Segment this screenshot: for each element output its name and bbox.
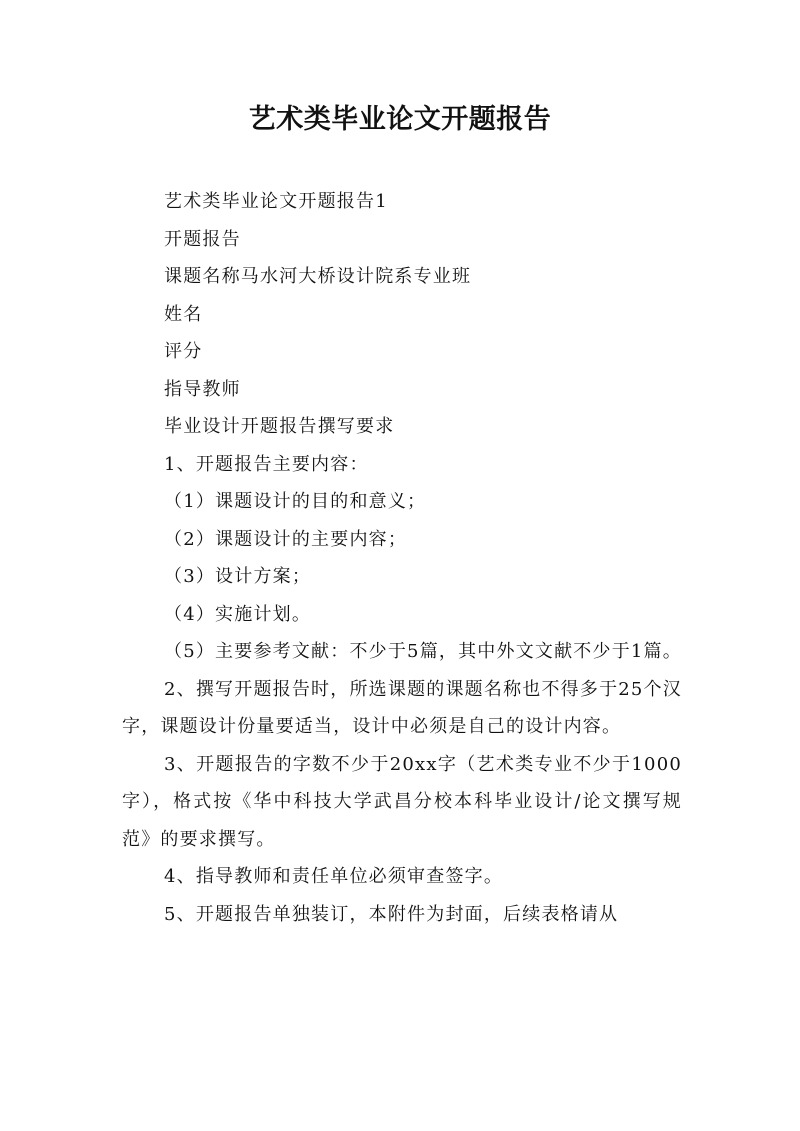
line-score: 评分 [164, 341, 203, 362]
paragraph-word-count: 3、开题报告的字数不少于20xx字（艺术类专业不少于1000字），格式按《华中科技大学武昌分校本科毕业设计/论文撰写规范》的要求撰写。 [122, 753, 682, 850]
line-item-purpose: （1）课题设计的目的和意义； [164, 491, 427, 512]
document-title: 艺术类毕业论文开题报告 [248, 104, 552, 135]
line-topic-name: 课题名称马水河大桥设计院系专业班 [164, 266, 472, 287]
document-body [122, 183, 682, 933]
line-item-schedule: （4）实施计划。 [164, 603, 312, 625]
line-item-content: （2）课题设计的主要内容； [164, 528, 408, 550]
line-main-content: 1、开题报告主要内容： [164, 453, 369, 475]
line-student-name: 姓名 [164, 303, 203, 325]
line-report-heading: 艺术类毕业论文开题报告1 [164, 191, 388, 212]
paragraph-signature: 4、指导教师和责任单位必须审查签字。 [164, 866, 504, 887]
paragraph-binding: 5、开题报告单独装订，本附件为封面，后续表格请从 [164, 903, 619, 925]
line-report-label: 开题报告 [164, 228, 241, 250]
line-requirements-heading: 毕业设计开题报告撰写要求 [164, 416, 395, 437]
line-item-plan: （3）设计方案； [164, 566, 312, 587]
paragraph-references: （5）主要参考文献：不少于5篇，其中外文文献不少于1篇。 [164, 641, 682, 662]
line-advisor: 指导教师 [164, 378, 241, 400]
paragraph-topic-rules: 2、撰写开题报告时，所选课题的课题名称也不得多于25个汉字，课题设计份量要适当，设计中必须是自己的设计内容。 [122, 678, 682, 737]
